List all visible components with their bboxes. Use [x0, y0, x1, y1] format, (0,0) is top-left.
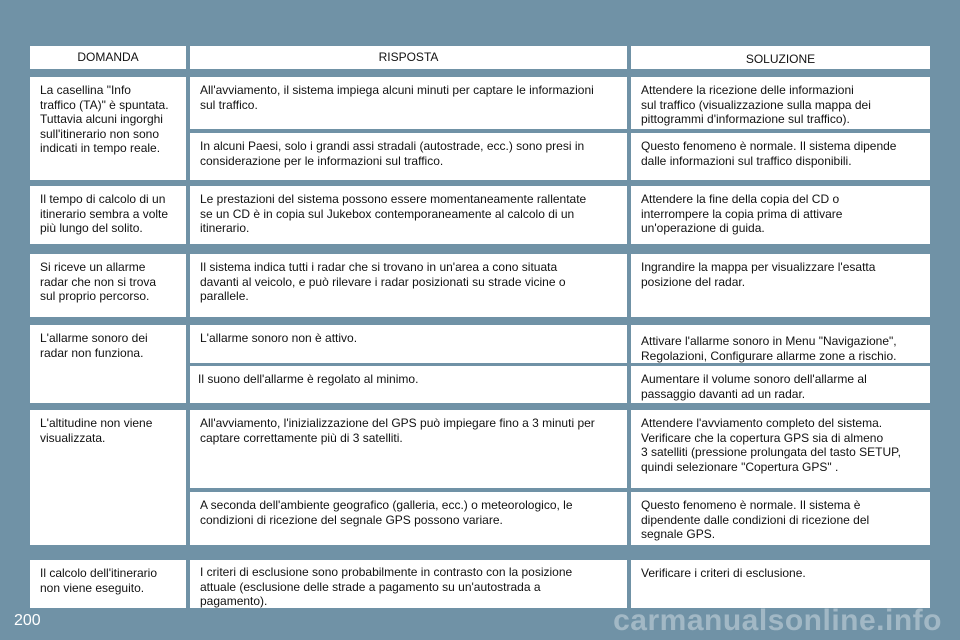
answer-cell: Le prestazioni del sistema possono essere momentaneamente rallentate se un CD è in copia sul Jukebox contemporaneamente al calcolo di un itinerario.	[190, 186, 627, 244]
answer-cell: Il sistema indica tutti i radar che si trovano in un'area a cono situata davanti al veicolo, e può rilevare i radar posizionati su strade vicine o parallele.	[190, 254, 627, 317]
solution-cell: Ingrandire la mappa per visualizzare l'esatta posizione del radar.	[631, 254, 930, 317]
answer-cell: A seconda dell'ambiente geografico (galleria, ecc.) o meteorologico, le condizioni di ricezione del segnale GPS possono variare.	[190, 492, 627, 545]
answer-cell: I criteri di esclusione sono probabilmente in contrasto con la posizione attuale (esclusione delle strade a pagamento su un'autostrada a pagamento).	[190, 560, 627, 608]
solution-cell: Attivare l'allarme sonoro in Menu "Navigazione", Regolazioni, Configurare allarme zone a rischio.	[631, 325, 930, 363]
question-cell: L'altitudine non viene visualizzata.	[30, 410, 186, 545]
solution-cell: Attendere la ricezione delle informazioni sul traffico (visualizzazione sulla mappa dei pittogrammi d'informazione sul traffico).	[631, 77, 930, 129]
page-number: 200	[14, 612, 41, 629]
header-risposta: RISPOSTA	[190, 46, 627, 69]
answer-cell: L'allarme sonoro non è attivo.	[190, 325, 627, 363]
answer-cell: In alcuni Paesi, solo i grandi assi stradali (autostrade, ecc.) sono presi in considerazione per le informazioni sul traffico.	[190, 133, 627, 180]
header-soluzione: SOLUZIONE	[631, 46, 930, 69]
solution-cell: Questo fenomeno è normale. Il sistema è dipendente dalle condizioni di ricezione del segnale GPS.	[631, 492, 930, 545]
solution-cell: Aumentare il volume sonoro dell'allarme al passaggio davanti ad un radar.	[631, 366, 930, 403]
header-domanda: DOMANDA	[30, 46, 186, 69]
solution-cell: Attendere l'avviamento completo del sistema. Verificare che la copertura GPS sia di almeno 3 satelliti (pressione prolungata del tasto SETUP, quindi selezionare "Copertura GPS" .	[631, 410, 930, 488]
solution-cell: Attendere la fine della copia del CD o interrompere la copia prima di attivare un'operazione di guida.	[631, 186, 930, 244]
question-cell: Si riceve un allarme radar che non si trova sul proprio percorso.	[30, 254, 186, 317]
watermark-text: carmanualsonline.info	[613, 604, 942, 637]
answer-cell: All'avviamento, il sistema impiega alcuni minuti per captare le informazioni sul traffico.	[190, 77, 627, 129]
answer-cell: All'avviamento, l'inizializzazione del GPS può impiegare fino a 3 minuti per captare correttamente più di 3 satelliti.	[190, 410, 627, 488]
question-cell: Il calcolo dell'itinerario non viene eseguito.	[30, 560, 186, 608]
question-cell: L'allarme sonoro dei radar non funziona.	[30, 325, 186, 403]
solution-cell: Verificare i criteri di esclusione.	[631, 560, 930, 608]
solution-cell: Questo fenomeno è normale. Il sistema dipende dalle informazioni sul traffico disponibili.	[631, 133, 930, 180]
question-cell: La casellina "Info traffico (TA)" è spuntata. Tuttavia alcuni ingorghi sull'itinerario non sono indicati in tempo reale.	[30, 77, 186, 180]
answer-cell: Il suono dell'allarme è regolato al minimo.	[190, 366, 627, 403]
question-cell: Il tempo di calcolo di un itinerario sembra a volte più lungo del solito.	[30, 186, 186, 244]
